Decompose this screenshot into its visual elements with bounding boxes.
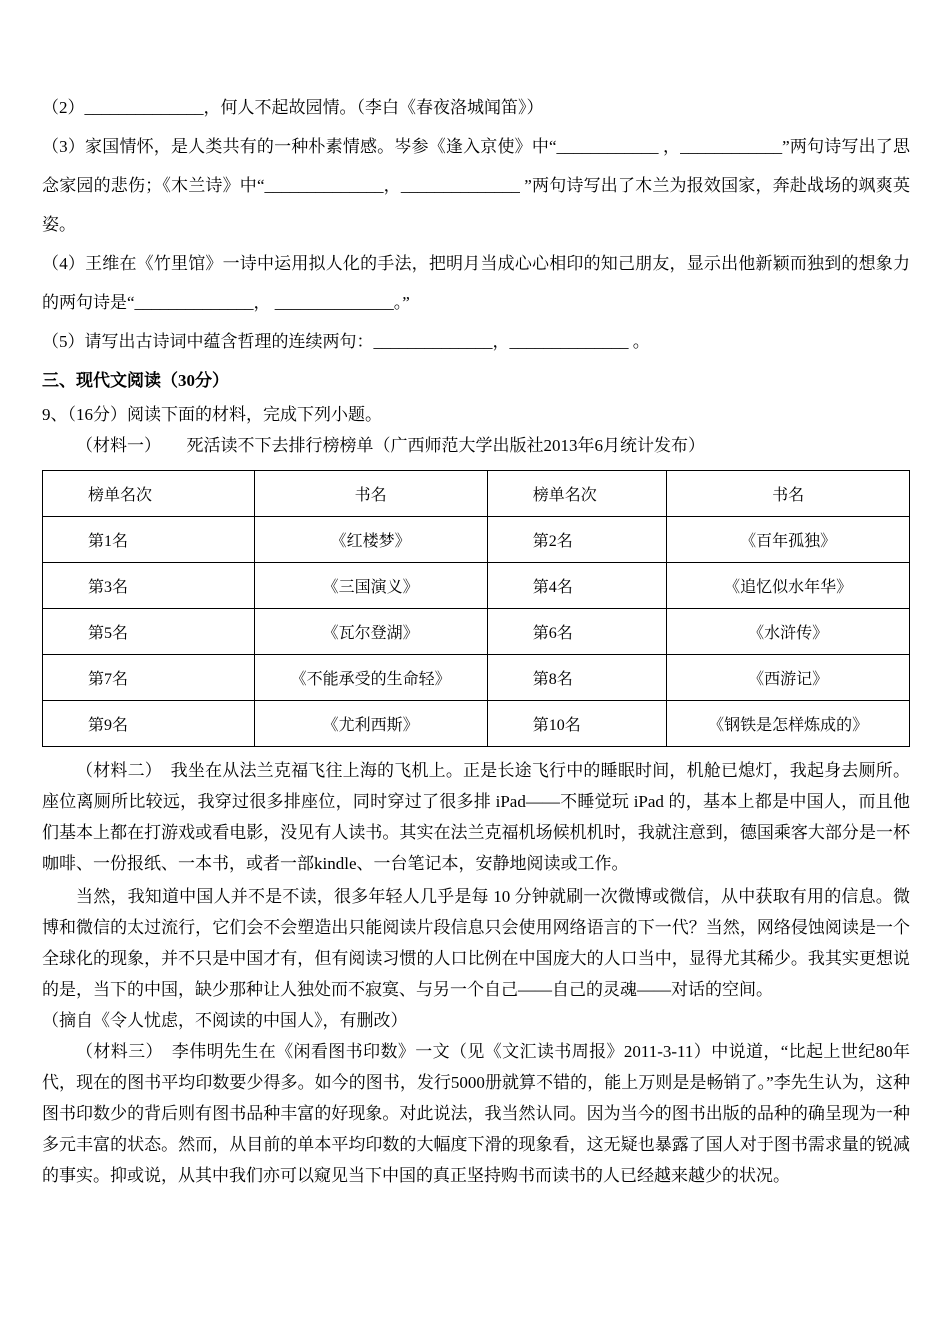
table-cell-rank: 第5名 — [43, 609, 255, 655]
table-cell-book: 《水浒传》 — [667, 609, 910, 655]
table-cell-book: 《西游记》 — [667, 655, 910, 701]
reading-ranking-table — [42, 470, 910, 747]
table-cell-book: 《瓦尔登湖》 — [254, 609, 487, 655]
table-cell-book: 《追忆似水年华》 — [667, 563, 910, 609]
table-cell-book: 《尤利西斯》 — [254, 701, 487, 747]
table-cell-book: 《三国演义》 — [254, 563, 487, 609]
material-2-paragraph-1: （材料二） 我坐在从法兰克福飞往上海的飞机上。正是长途飞行中的睡眠时间，机舱已熄灯，我起身去厕所。座位离厕所比较远，我穿过很多排座位，同时穿过了很多排 iPad——不睡觉玩 iPad 的，基本上都是中国人，而且他们基本上都在打游戏或看电影，没见有人读书。其实在法兰克福机场候机机时，我就注意到，德国乘客大部分是一杯咖啡、一份报纸、一本书，或者一部kindle、一台笔记本，安静地阅读或工作。 — [42, 761, 910, 873]
material-2-attribution: （摘自《令人忧虑，不阅读的中国人》，有删改） — [42, 1011, 408, 1030]
material-2-paragraph-2: 当然，我知道中国人并不是不读，很多年轻人几乎是每 10 分钟就刷一次微博或微信，从中获取有用的信息。微博和微信的太过流行，它们会不会塑造出只能阅读片段信息只会使用网络语言的下一代？当然，网络侵蚀阅读是一个全球化的现象，并不只是中国才有，但有阅读习惯的人口比例在中国庞大的人口当中，显得尤其稀少。我其实更想说的是，当下的中国，缺少那种让人独处而不寂寞、与另一个自己——自己的灵魂——对话的空间。 — [42, 887, 910, 999]
table-row — [43, 609, 910, 655]
table-row — [43, 563, 910, 609]
table-cell-book: 《红楼梦》 — [254, 517, 487, 563]
table-cell-rank: 第1名 — [43, 517, 255, 563]
table-row — [43, 701, 910, 747]
table-cell-book: 《钢铁是怎样炼成的》 — [667, 701, 910, 747]
table-cell-book: 《百年孤独》 — [667, 517, 910, 563]
table-header-book-left: 书名 — [254, 471, 487, 517]
table-header-row — [43, 471, 910, 517]
question-9-intro: 9、（16分）阅读下面的材料，完成下列小题。 — [42, 405, 382, 424]
table-cell-rank: 第7名 — [43, 655, 255, 701]
section-3-heading: 三、现代文阅读（30分） — [42, 371, 229, 390]
question-4-line: （4）王维在《竹里馆》一诗中运用拟人化的手法，把明月当成心心相印的知己朋友，显示出他新颖而独到的想象力的两句诗是“______________， ______________。” — [42, 254, 910, 312]
table-cell-rank: 第3名 — [43, 563, 255, 609]
material-1-caption: （材料一） 死活读不下去排行榜榜单（广西师范大学出版社2013年6月统计发布） — [76, 436, 705, 455]
table-cell-rank: 第10名 — [487, 701, 666, 747]
table-cell-book: 《不能承受的生命轻》 — [254, 655, 487, 701]
question-3-line: （3）家国情怀，是人类共有的一种朴素情感。岑参《逢入京使》中“____________ ，____________”两句诗写出了思念家园的悲伤；《木兰诗》中“______________，______________ ”两句诗写出了木兰为报效国家，奔赴战场的飒爽英姿。 — [42, 137, 910, 234]
table-header-book-right: 书名 — [667, 471, 910, 517]
table-cell-rank: 第9名 — [43, 701, 255, 747]
table-row — [43, 655, 910, 701]
table-cell-rank: 第8名 — [487, 655, 666, 701]
table-cell-rank: 第2名 — [487, 517, 666, 563]
table-row — [43, 517, 910, 563]
table-cell-rank: 第6名 — [487, 609, 666, 655]
question-2-line: （2）______________，何人不起故园情。（李白《春夜洛城闻笛》） — [42, 98, 544, 117]
material-3-paragraph-1: （材料三） 李伟明先生在《闲看图书印数》一文（见《文汇读书周报》2011-3-11）中说道，“比起上世纪80年代，现在的图书平均印数要少得多。如今的图书，发行5000册就算不错的，能上万则是是畅销了。”李先生认为，这种图书印数少的背后则有图书品种丰富的好现象。对此说法，我当然认同。因为当今的图书出版的品种的确呈现为一种多元丰富的状态。然而，从目前的单本平均印数的大幅度下滑的现象看，这无疑也暴露了国人对于图书需求量的锐减的事实。抑或说，从其中我们亦可以窥见当下中国的真正坚持购书而读书的人已经越来越少的状况。 — [42, 1042, 910, 1185]
table-cell-rank: 第4名 — [487, 563, 666, 609]
table-header-rank-left: 榜单名次 — [43, 471, 255, 517]
table-header-rank-right: 榜单名次 — [487, 471, 666, 517]
question-5-line: （5）请写出古诗词中蕴含哲理的连续两句：______________，______________ 。 — [42, 332, 650, 351]
